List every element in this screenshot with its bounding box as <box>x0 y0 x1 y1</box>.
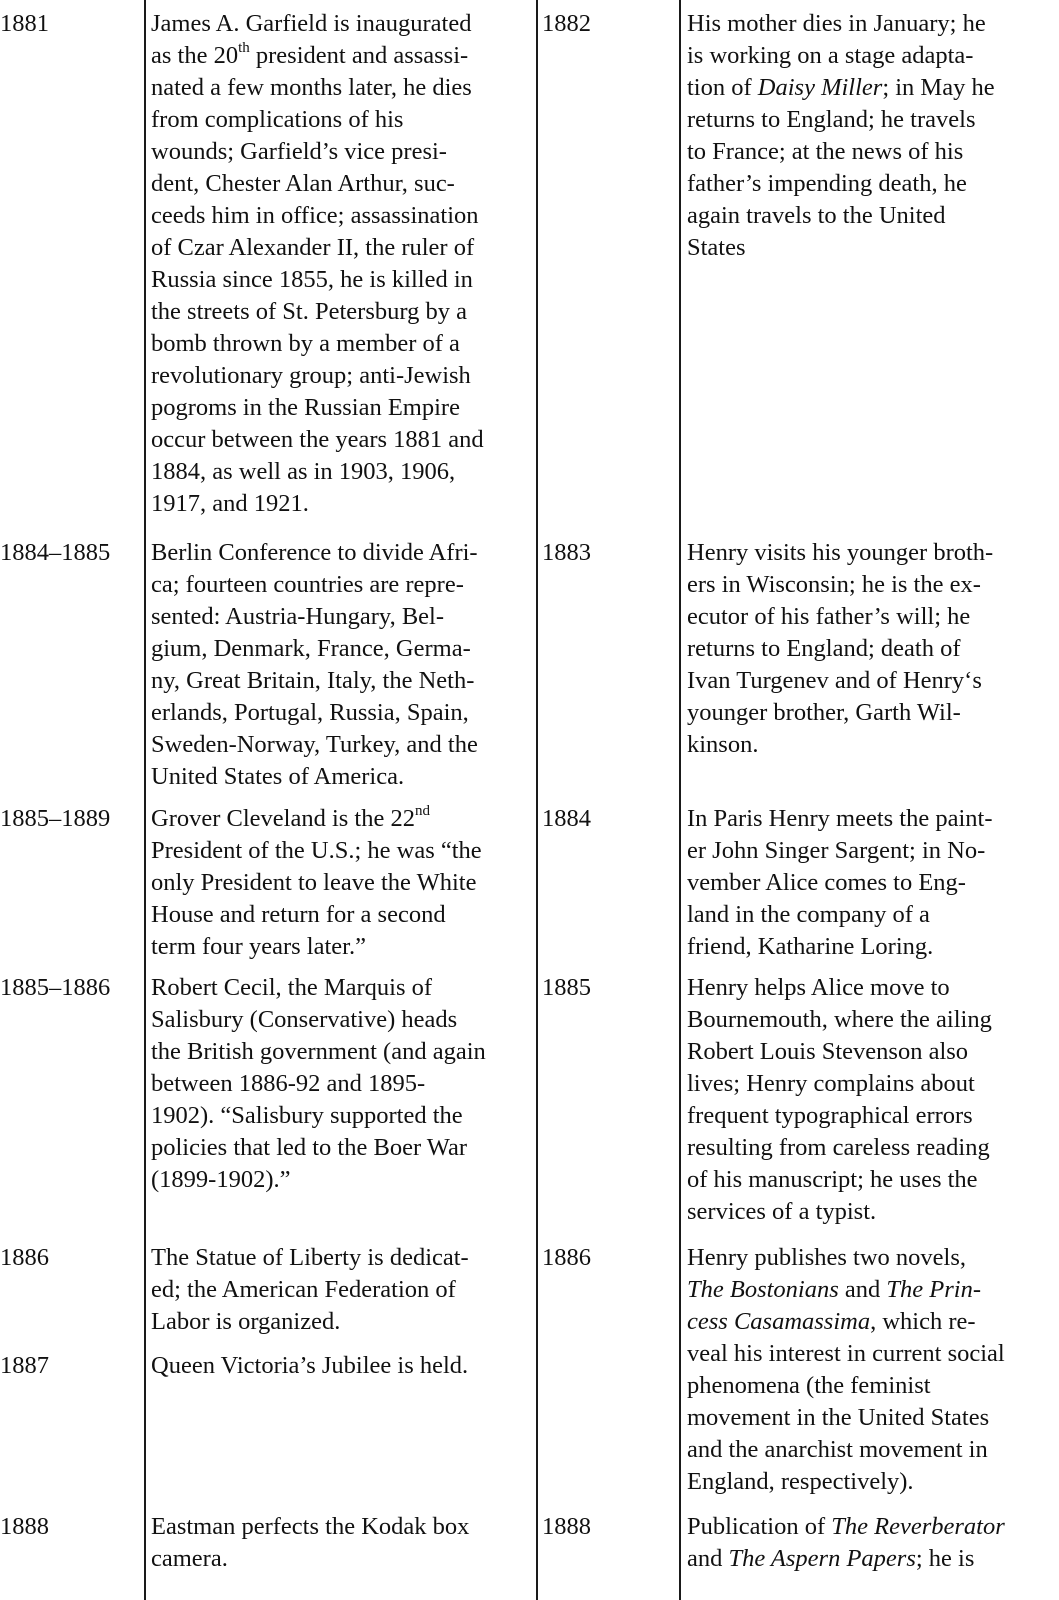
text-line: (1899-1902).” <box>151 1166 291 1193</box>
text-line: of his manuscript; he uses the <box>687 1166 978 1193</box>
text-line: ed; the American Federation of <box>151 1276 456 1303</box>
text-line: Henry visits his younger broth- <box>687 539 994 566</box>
left-event-text <box>151 8 484 520</box>
text-line: bomb thrown by a member of a <box>151 330 460 357</box>
right-year-cell: 1884 <box>542 805 591 832</box>
text-line: Publication of The Reverberator <box>687 1513 1005 1540</box>
text-line: ecutor of his father’s will; he <box>687 603 971 630</box>
text-line: as the 20th president and assassi- <box>151 39 469 69</box>
text-line: wounds; Garfield’s vice presi- <box>151 138 447 165</box>
right-year-cell: 1883 <box>542 539 591 566</box>
text-line: Henry publishes two novels, <box>687 1244 966 1271</box>
text-line: is working on a stage adapta- <box>687 42 974 69</box>
text-line: returns to England; he travels <box>687 106 976 133</box>
text-line: of Czar Alexander II, the ruler of <box>151 234 475 261</box>
text-line: Robert Cecil, the Marquis of <box>151 974 433 1001</box>
right-year-cell: 1885 <box>542 974 591 1001</box>
text-line: er John Singer Sargent; in No- <box>687 837 986 864</box>
right-event-text <box>687 8 995 264</box>
text-line: from complications of his <box>151 106 404 133</box>
text-line: erlands, Portugal, Russia, Spain, <box>151 699 469 726</box>
text-line: kinson. <box>687 731 759 758</box>
column-divider <box>679 0 681 1600</box>
text-line: camera. <box>151 1545 228 1572</box>
left-year-cell: 1887 <box>0 1352 49 1379</box>
text-line: frequent typographical errors <box>687 1102 973 1129</box>
text-line: veal his interest in current social <box>687 1340 1005 1367</box>
right-year-cell: 1882 <box>542 10 591 37</box>
text-line: The Statue of Liberty is dedicat- <box>151 1244 469 1271</box>
right-event-text <box>687 803 992 963</box>
right-event-text <box>687 972 992 1228</box>
text-line: ny, Great Britain, Italy, the Neth- <box>151 667 475 694</box>
text-line: pogroms in the Russian Empire <box>151 394 460 421</box>
text-line: James A. Garfield is inaugurated <box>151 10 472 37</box>
text-line: 1917, and 1921. <box>151 490 309 517</box>
left-event-text <box>151 1350 468 1382</box>
text-line: nated a few months later, he dies <box>151 74 472 101</box>
text-line: cess Casamassima, which re- <box>687 1308 976 1335</box>
text-line: services of a typist. <box>687 1198 877 1225</box>
right-year-cell: 1888 <box>542 1513 591 1540</box>
text-line: ceeds him in office; assassination <box>151 202 479 229</box>
text-line: ers in Wisconsin; he is the ex- <box>687 571 981 598</box>
left-event-text <box>151 1511 469 1575</box>
text-line: Russia since 1855, he is killed in <box>151 266 473 293</box>
text-line: Robert Louis Stevenson also <box>687 1038 969 1065</box>
text-line: the streets of St. Petersburg by a <box>151 298 467 325</box>
text-line: movement in the United States <box>687 1404 990 1431</box>
text-line: friend, Katharine Loring. <box>687 933 934 960</box>
left-year-cell: 1884–1885 <box>0 539 111 566</box>
text-line: returns to England; death of <box>687 635 961 662</box>
text-line: States <box>687 234 746 261</box>
text-line: only President to leave the White <box>151 869 477 896</box>
text-line: vember Alice comes to Eng- <box>687 869 966 896</box>
text-line: Labor is organized. <box>151 1308 341 1335</box>
left-year-cell: 1885–1886 <box>0 974 111 1001</box>
text-line: The Bostonians and The Prin- <box>687 1276 981 1303</box>
right-event-text <box>687 1242 1005 1498</box>
text-line: Ivan Turgenev and of Henry‘s <box>687 667 982 694</box>
text-line: His mother dies in January; he <box>687 10 986 37</box>
text-line: dent, Chester Alan Arthur, suc- <box>151 170 455 197</box>
text-line: lives; Henry complains about <box>687 1070 975 1097</box>
left-year-cell: 1881 <box>0 10 49 37</box>
text-line: younger brother, Garth Wil- <box>687 699 961 726</box>
text-line: gium, Denmark, France, Germa- <box>151 635 471 662</box>
text-line: United States of America. <box>151 763 405 790</box>
text-line: between 1886-92 and 1895- <box>151 1070 426 1097</box>
text-line: ca; fourteen countries are repre- <box>151 571 464 598</box>
text-line: Grover Cleveland is the 22nd <box>151 802 430 832</box>
left-event-text <box>151 972 486 1196</box>
left-event-text <box>151 537 478 793</box>
text-line: term four years later.” <box>151 933 366 960</box>
text-line: policies that led to the Boer War <box>151 1134 467 1161</box>
text-line: the British government (and again <box>151 1038 486 1065</box>
text-line: and the anarchist movement in <box>687 1436 988 1463</box>
text-line: Henry helps Alice move to <box>687 974 950 1001</box>
text-line: and The Aspern Papers; he is <box>687 1545 975 1572</box>
text-line: father’s impending death, he <box>687 170 967 197</box>
right-event-text <box>687 1511 1005 1575</box>
text-line: Queen Victoria’s Jubilee is held. <box>151 1352 469 1379</box>
text-line: to France; at the news of his <box>687 138 964 165</box>
column-divider <box>144 0 146 1600</box>
left-year-cell: 1888 <box>0 1513 49 1540</box>
left-event-text <box>151 803 482 963</box>
text-line: occur between the years 1881 and <box>151 426 484 453</box>
column-divider <box>536 0 538 1600</box>
text-line: House and return for a second <box>151 901 446 928</box>
text-line: Berlin Conference to divide Afri- <box>151 539 478 566</box>
text-line: President of the U.S.; he was “the <box>151 837 482 864</box>
text-line: land in the company of a <box>687 901 930 928</box>
right-event-text <box>687 537 993 761</box>
text-line: resulting from careless reading <box>687 1134 990 1161</box>
text-line: revolutionary group; anti-Jewish <box>151 362 471 389</box>
text-line: sented: Austria-Hungary, Bel- <box>151 603 445 630</box>
text-line: 1884, as well as in 1903, 1906, <box>151 458 456 485</box>
right-year-cell: 1886 <box>542 1244 591 1271</box>
text-line: tion of Daisy Miller; in May he <box>687 74 995 101</box>
left-year-cell: 1886 <box>0 1244 49 1271</box>
left-year-cell: 1885–1889 <box>0 805 111 832</box>
text-line: Eastman perfects the Kodak box <box>151 1513 470 1540</box>
left-event-text <box>151 1242 469 1338</box>
text-line: again travels to the United <box>687 202 946 229</box>
text-line: In Paris Henry meets the paint- <box>687 805 993 832</box>
text-line: Bournemouth, where the ailing <box>687 1006 992 1033</box>
text-line: phenomena (the feminist <box>687 1372 931 1399</box>
text-line: Salisbury (Conservative) heads <box>151 1006 458 1033</box>
text-line: 1902). “Salisbury supported the <box>151 1102 463 1129</box>
text-line: England, respectively). <box>687 1468 914 1495</box>
text-line: Sweden-Norway, Turkey, and the <box>151 731 478 758</box>
